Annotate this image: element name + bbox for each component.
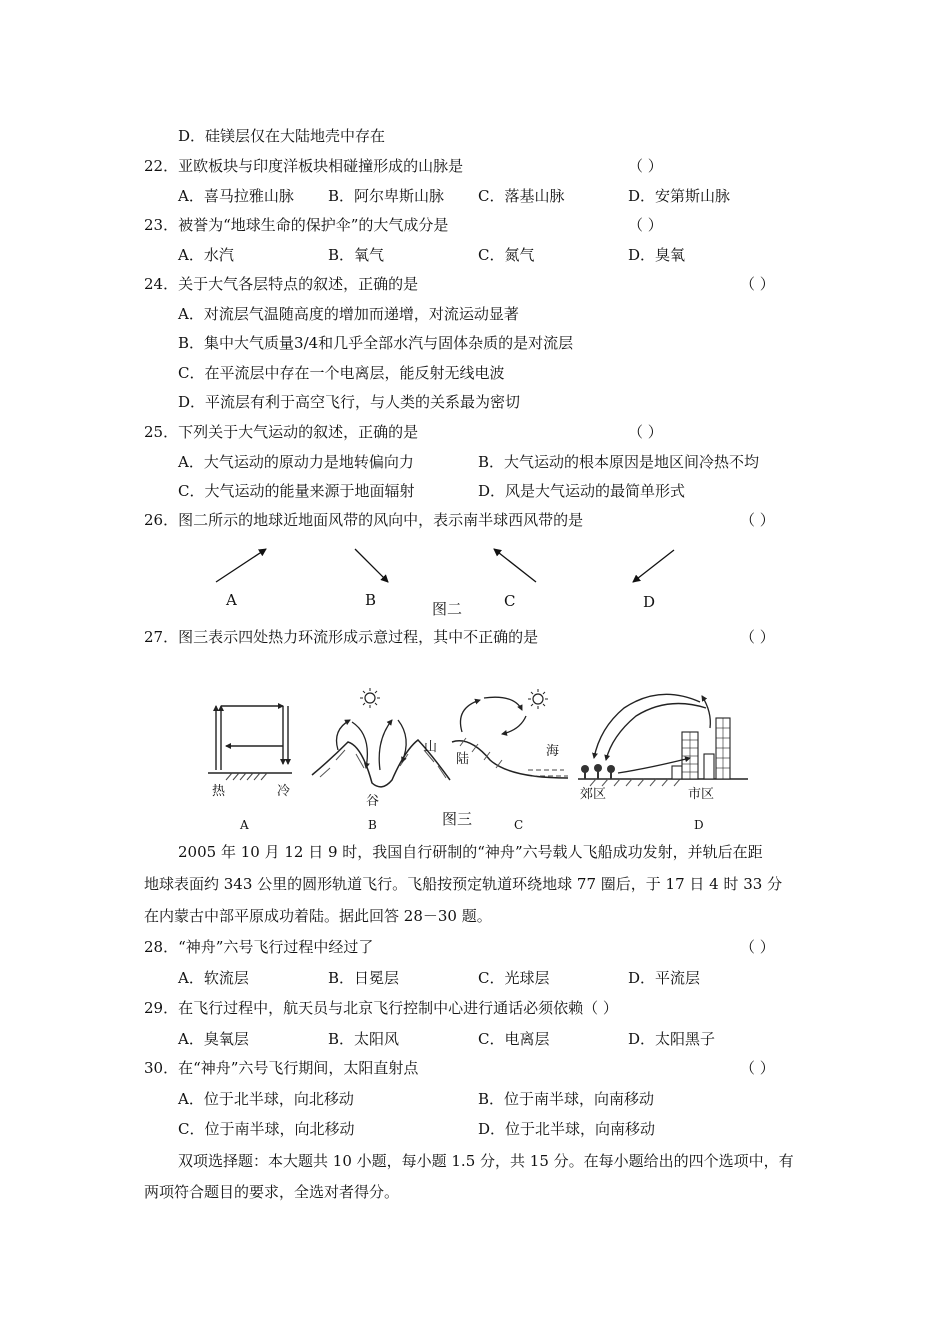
q27-stem: 27．图三表示四处热力环流形成示意过程，其中不正确的是 (144, 628, 539, 646)
q30-option-c: C．位于南半球，向北移动 (178, 1120, 355, 1138)
panel-d-diagram (578, 694, 748, 786)
q30-answer-paren: （ ） (740, 1059, 775, 1077)
fig2-label-a: A (226, 591, 237, 609)
fig3-d-city-label: 市区 (688, 787, 715, 802)
q30-stem: 30．在“神舟”六号飞行期间，太阳直射点 (144, 1059, 419, 1077)
tree-icon (581, 764, 615, 779)
figure-2-wind-arrows (0, 540, 950, 600)
fig3-panel-letter-d: D (694, 818, 704, 832)
q30-option-b: B．位于南半球，向南移动 (478, 1090, 655, 1108)
q28-option-b: B．日冕层 (328, 969, 400, 987)
q30-option-d: D．位于北半球，向南移动 (478, 1120, 656, 1138)
q26-answer-paren: （ ） (740, 511, 775, 529)
fig3-panel-letter-c: C (514, 818, 524, 832)
fig3-b-mountain-label: 山 (424, 740, 438, 755)
fig3-a-hot-label: 热 (212, 784, 226, 799)
q23-option-c: C．氮气 (478, 246, 535, 264)
fig2-label-b: B (365, 591, 377, 609)
fig2-label-d: D (643, 593, 656, 611)
arrow-a-icon (216, 549, 266, 582)
q28-option-c: C．光球层 (478, 969, 550, 987)
q23-option-d: D．臭氧 (628, 246, 686, 264)
fig3-panel-letter-a: A (240, 818, 249, 832)
q28-stem: 28．“神舟”六号飞行过程中经过了 (144, 938, 374, 956)
q22-option-c: C．落基山脉 (478, 187, 565, 205)
fig3-panel-letter-b: B (368, 818, 377, 832)
q28-option-d: D．平流层 (628, 969, 701, 987)
q24-answer-paren: （ ） (740, 275, 775, 293)
section-instructions-line-2: 两项符合题目的要求，全选对者得分。 (144, 1183, 400, 1201)
q23-answer-paren: （ ） (628, 216, 663, 234)
q25-option-c: C．大气运动的能量来源于地面辐射 (178, 482, 415, 500)
arrow-c-icon (494, 549, 536, 582)
q22-answer-paren: （ ） (628, 157, 663, 175)
q29-stem: 29．在飞行过程中，航天员与北京飞行控制中心进行通话必须依赖（ ） (144, 999, 618, 1017)
sun-icon (365, 693, 375, 703)
q24-option-d: D．平流层有利于高空飞行，与人类的关系最为密切 (178, 393, 521, 411)
fig2-label-c: C (504, 592, 516, 610)
passage-line-2: 地球表面约 343 公里的圆形轨道飞行。飞船按预定轨道环绕地球 77 圈后，于 17 日 4 时 33 分 (144, 875, 783, 893)
q24-option-b: B．集中大气质量3/4和几乎全部水汽与固体杂质的是对流层 (178, 334, 574, 352)
fig3-d-suburb-label: 郊区 (580, 787, 607, 802)
q28-option-a: A．软流层 (178, 969, 249, 987)
fig3-a-cold-label: 冷 (277, 784, 291, 799)
fig3-caption: 图三 (442, 810, 473, 828)
q22-option-b: B．阿尔卑斯山脉 (328, 187, 445, 205)
building-icon (672, 718, 730, 779)
q22-option-a: A．喜马拉雅山脉 (178, 187, 294, 205)
q25-answer-paren: （ ） (628, 423, 663, 441)
q24-stem: 24．关于大气各层特点的叙述，正确的是 (144, 275, 419, 293)
q25-option-d: D．风是大气运动的最简单形式 (478, 482, 686, 500)
q21-option-d: D．硅镁层仅在大陆地壳中存在 (178, 127, 386, 145)
q23-option-a: A．水汽 (178, 246, 234, 264)
passage-line-1: 2005 年 10 月 12 日 9 时，我国自行研制的“神舟”六号载人飞船成功发射，并轨后在距 (178, 843, 763, 861)
panel-a-diagram (208, 706, 292, 780)
q29-option-d: D．太阳黑子 (628, 1030, 716, 1048)
q28-answer-paren: （ ） (740, 938, 775, 956)
q29-option-c: C．电离层 (478, 1030, 550, 1048)
fig3-b-valley-label: 谷 (366, 794, 380, 809)
sun-icon (533, 694, 543, 704)
q23-stem: 23．被誉为“地球生命的保护伞”的大气成分是 (144, 216, 449, 234)
q25-stem: 25．下列关于大气运动的叙述，正确的是 (144, 423, 419, 441)
q25-option-a: A．大气运动的原动力是地转偏向力 (178, 453, 414, 471)
panel-c-diagram (452, 689, 568, 778)
fig3-c-land-label: 陆 (456, 752, 470, 767)
q23-option-b: B．氧气 (328, 246, 385, 264)
fig3-c-sea-label: 海 (546, 744, 560, 759)
arrow-d-icon (633, 550, 674, 582)
figure-3-thermal-circulation (0, 680, 950, 830)
fig2-caption: 图二 (432, 600, 463, 618)
q22-stem: 22．亚欧板块与印度洋板块相碰撞形成的山脉是 (144, 157, 464, 175)
q25-option-b: B．大气运动的根本原因是地区间冷热不均 (478, 453, 760, 471)
q22-option-d: D．安第斯山脉 (628, 187, 731, 205)
q26-stem: 26．图二所示的地球近地面风带的风向中，表示南半球西风带的是 (144, 511, 584, 529)
passage-line-3: 在内蒙古中部平原成功着陆。据此回答 28－30 题。 (144, 907, 492, 925)
q30-option-a: A．位于北半球，向北移动 (178, 1090, 354, 1108)
q27-answer-paren: （ ） (740, 628, 775, 646)
section-instructions-line-1: 双项选择题：本大题共 10 小题，每小题 1.5 分，共 15 分。在每小题给出的四个选项中，有 (178, 1152, 794, 1170)
q29-option-a: A．臭氧层 (178, 1030, 249, 1048)
arrow-b-icon (355, 549, 388, 582)
q29-option-b: B．太阳风 (328, 1030, 400, 1048)
q24-option-a: A．对流层气温随高度的增加而递增，对流运动显著 (178, 305, 519, 323)
q24-option-c: C．在平流层中存在一个电离层，能反射无线电波 (178, 364, 505, 382)
